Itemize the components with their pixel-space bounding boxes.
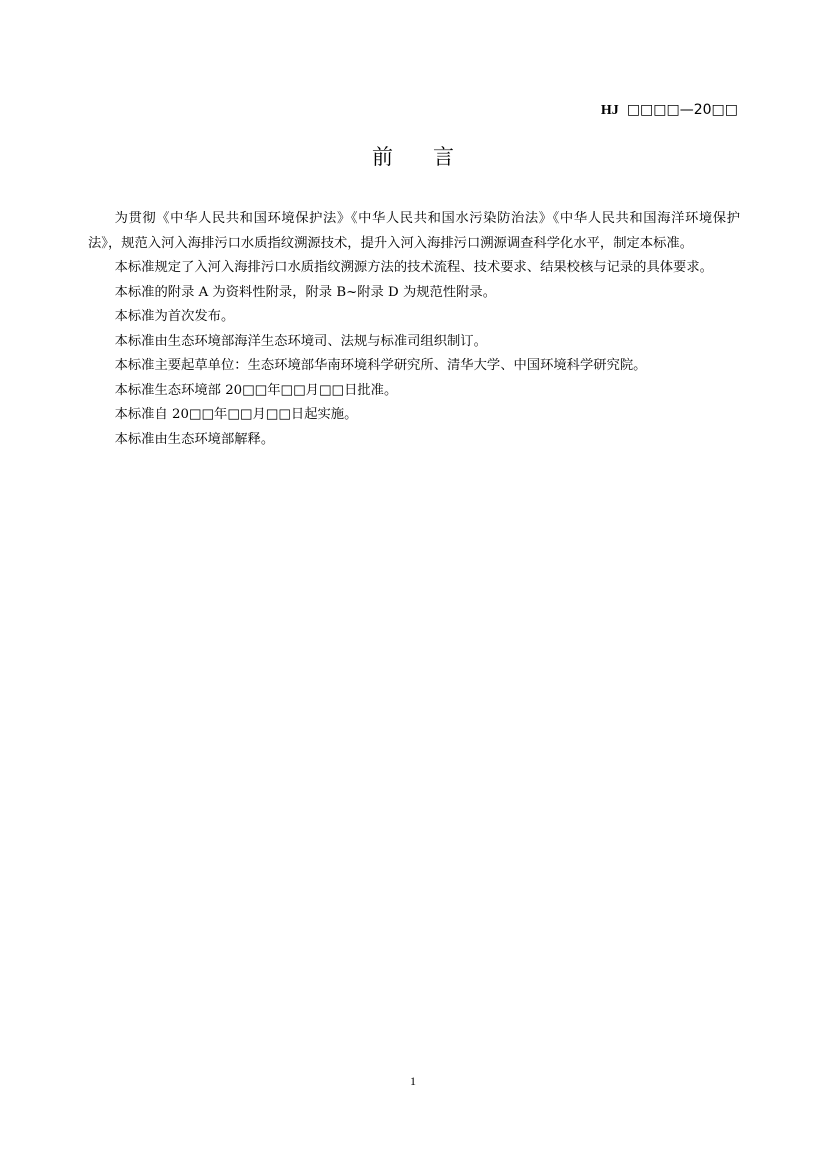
paragraph-purpose: 为贯彻《中华人民共和国环境保护法》《中华人民共和国水污染防治法》《中华人民共和国海洋环境保护法》，规范入河入海排污口水质指纹溯源技术，提升入河入海排污口溯源调查科学化水平，制定本标准。 — [88, 211, 740, 251]
paragraph-appendix: 本标准的附录 A 为资料性附录，附录 B~附录 D 为规范性附录。 — [114, 284, 497, 300]
foreword-body — [88, 207, 740, 452]
standard-code — [601, 100, 738, 121]
paragraph-interpretation: 本标准由生态环境部解释。 — [114, 431, 275, 447]
page-number: 1 — [410, 1074, 416, 1088]
paragraph-scope: 本标准规定了入河入海排污口水质指纹溯源方法的技术流程、技术要求、结果校核与记录的具体要求。 — [114, 260, 713, 275]
paragraph-approval: 本标准生态环境部 20□□年□□月□□日批准。 — [114, 382, 398, 398]
paragraph-drafting-units: 本标准主要起草单位：生态环境部华南环境科学研究所、清华大学、中国环境科学研究院。 — [114, 358, 647, 373]
standard-prefix: HJ — [600, 103, 619, 118]
paragraph-implementation: 本标准自 20□□年□□月□□日起实施。 — [114, 407, 358, 422]
standard-number: □□□□—20□□ — [626, 102, 738, 118]
page-title: 前言 — [372, 145, 494, 169]
paragraph-organizer: 本标准由生态环境部海洋生态环境司、法规与标准司组织制订。 — [114, 333, 487, 349]
paragraph-first-release: 本标准为首次发布。 — [114, 309, 235, 324]
